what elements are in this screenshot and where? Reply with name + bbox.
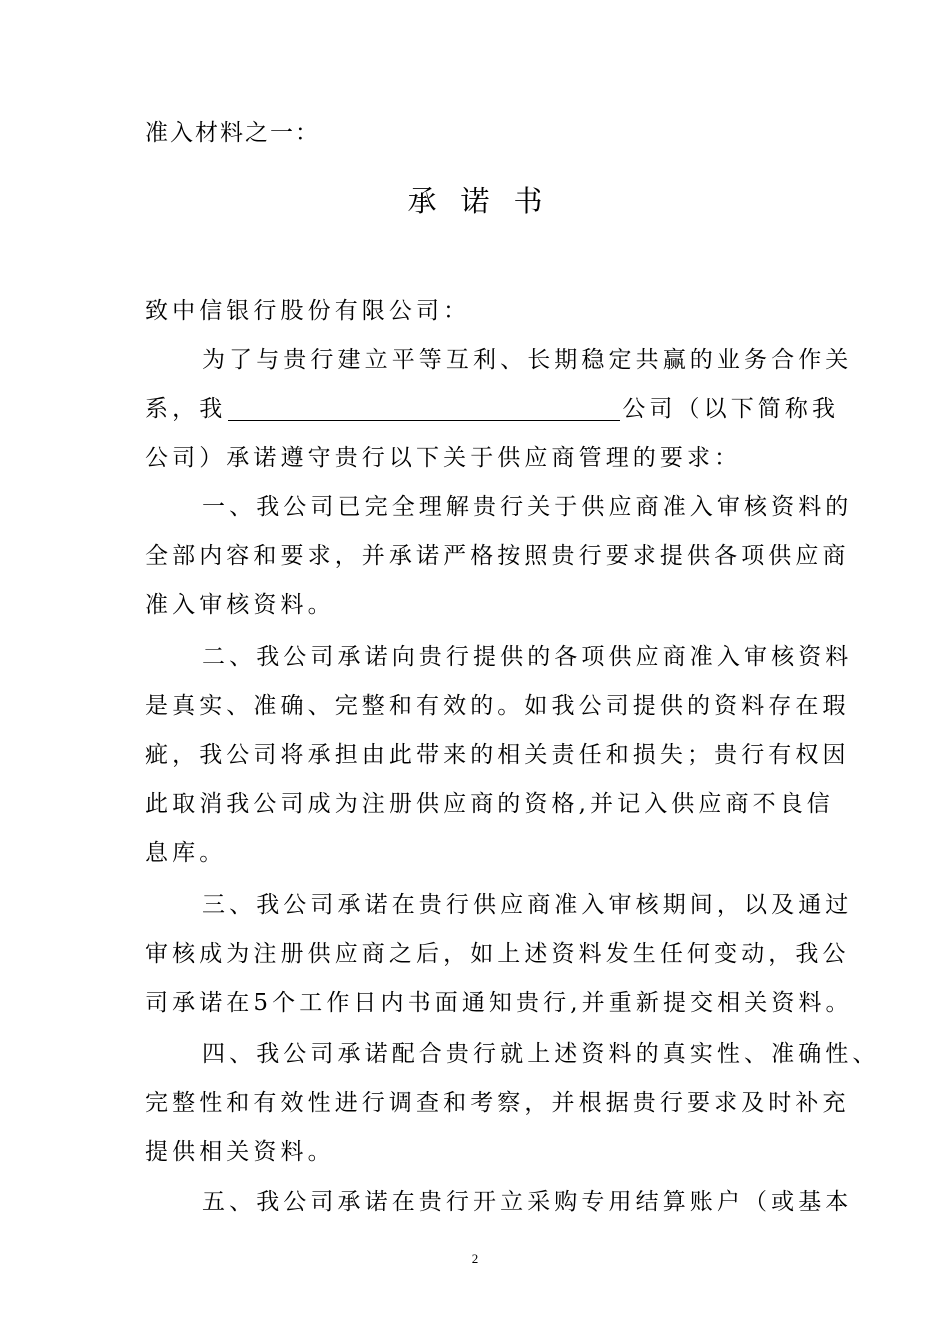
intro-line-2 <box>145 394 839 424</box>
salutation: 致中信银行股份有限公司： <box>145 298 471 324</box>
section-label: 准入材料之一： <box>145 120 320 146</box>
intro-line-3: 公司）承诺遵守贵行以下关于供应商管理的要求： <box>145 445 742 471</box>
clause-2-line-5: 息库。 <box>145 840 227 866</box>
clause-3-line-3: 司承诺在5个工作日内书面通知贵行,并重新提交相关资料。 <box>145 990 853 1016</box>
clause-1-line-3: 准入审核资料。 <box>145 592 335 618</box>
intro-line-2-start: 系，我 <box>145 396 227 422</box>
clause-2-line-1: 二、我公司承诺向贵行提供的各项供应商准入审核资料 <box>202 644 853 670</box>
clause-4-line-3: 提供相关资料。 <box>145 1139 335 1165</box>
clause-1-line-2: 全部内容和要求，并承诺严格按照贵行要求提供各项供应商 <box>145 543 850 569</box>
clause-4-line-1: 四、我公司承诺配合贵行就上述资料的真实性、准确性、 <box>202 1041 880 1067</box>
document-title: 承诺书 <box>407 184 567 218</box>
clause-3-line-1: 三、我公司承诺在贵行供应商准入审核期间，以及通过 <box>202 892 853 918</box>
clause-2-line-2: 是真实、准确、完整和有效的。如我公司提供的资料存在瑕 <box>145 693 850 719</box>
clause-1-line-1: 一、我公司已完全理解贵行关于供应商准入审核资料的 <box>202 494 853 520</box>
clause-4-line-2: 完整性和有效性进行调查和考察，并根据贵行要求及时补充 <box>145 1090 850 1116</box>
page-number: 2 <box>471 1251 479 1266</box>
clause-5-line-1: 五、我公司承诺在贵行开立采购专用结算账户（或基本 <box>202 1189 853 1215</box>
clause-2-line-3: 疵，我公司将承担由此带来的相关责任和损失；贵行有权因 <box>145 742 850 768</box>
clause-3-line-2: 审核成为注册供应商之后，如上述资料发生任何变动，我公 <box>145 941 850 967</box>
clause-2-line-4: 此取消我公司成为注册供应商的资格,并记入供应商不良信 <box>145 791 834 817</box>
intro-line-2-end: 公司（以下简称我 <box>622 396 840 422</box>
intro-line-1: 为了与贵行建立平等互利、长期稳定共赢的业务合作关 <box>202 347 853 373</box>
company-name-blank <box>228 394 620 421</box>
